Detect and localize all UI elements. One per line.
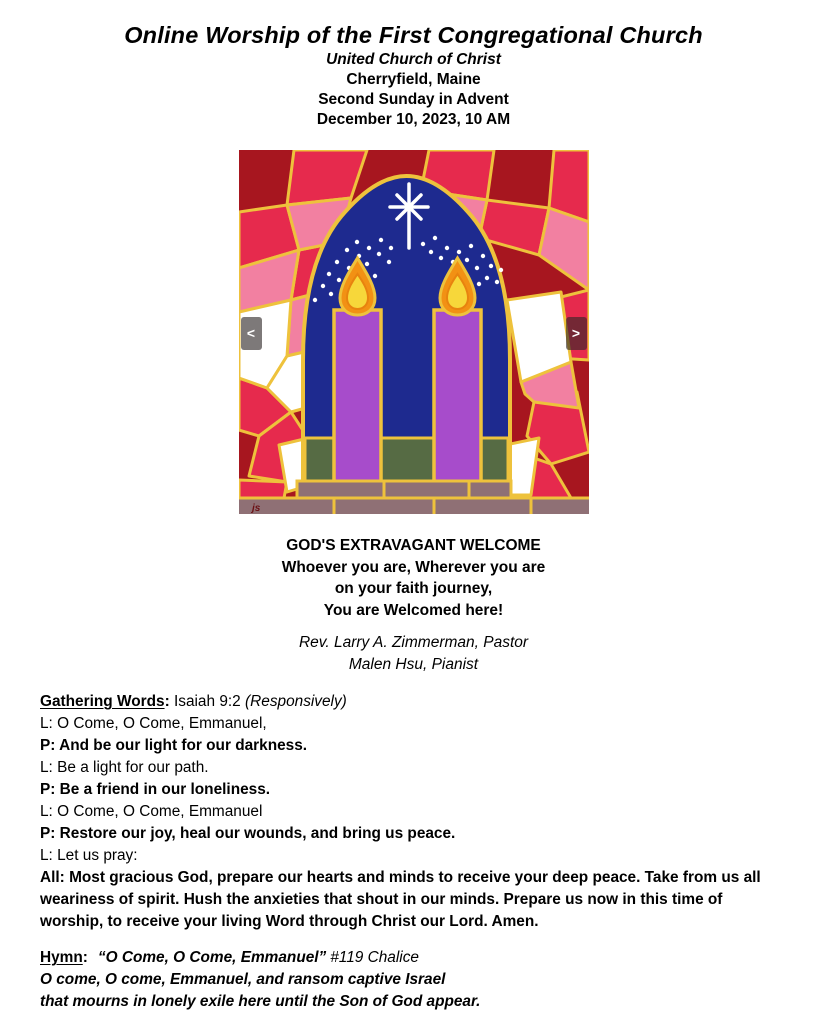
image-carousel bbox=[239, 150, 589, 514]
carousel-prev-button[interactable]: < bbox=[241, 317, 262, 350]
hymn-number: #119 Chalice bbox=[330, 949, 419, 966]
gathering-line-people: P: And be our light for our darkness. bbox=[40, 737, 308, 754]
page-title: Online Worship of the First Congregational Church bbox=[124, 22, 703, 48]
hymn-section bbox=[40, 947, 789, 1013]
subtitle-datetime: December 10, 2023, 10 AM bbox=[316, 111, 511, 128]
gathering-words-section bbox=[40, 691, 789, 933]
section-label-colon: : bbox=[164, 693, 170, 710]
gathering-line-all: All: Most gracious God, prepare our hearts and minds to receive your deep peace. Take from us all weariness of spirit. Hush the anxieties that shout in our minds. Prepare us now in this time of worship, to receive your living Word through Christ our Lord. Amen. bbox=[40, 869, 761, 930]
hymn-verse-line: that mourns in lonely exile here until the Son of God appear. bbox=[40, 993, 481, 1010]
staff-list bbox=[0, 632, 827, 676]
gathering-line-leader: L: Let us pray: bbox=[40, 847, 138, 864]
gathering-words-lead bbox=[40, 691, 789, 713]
responsively-note: (Responsively) bbox=[245, 693, 347, 710]
section-label: Hymn bbox=[40, 949, 83, 966]
welcome-line: You are Welcomed here! bbox=[323, 601, 504, 619]
welcome-heading: GOD'S EXTRAVAGANT WELCOME bbox=[286, 537, 541, 554]
scripture-reference: Isaiah 9:2 bbox=[173, 693, 241, 710]
section-label: Gathering Words bbox=[40, 693, 165, 710]
stained-glass-image bbox=[239, 150, 589, 514]
welcome-line: on your faith journey, bbox=[334, 580, 493, 597]
carousel-next-button[interactable]: > bbox=[566, 317, 587, 350]
gathering-line-leader: L: O Come, O Come, Emmanuel bbox=[40, 803, 263, 820]
hymn-lead bbox=[40, 947, 789, 969]
subtitle-liturgical-day: Second Sunday in Advent bbox=[318, 91, 509, 108]
staff-line-pianist: Malen Hsu, Pianist bbox=[348, 656, 479, 673]
hymn-verse-line: O come, O come, Emmanuel, and ransom captive Israel bbox=[40, 971, 446, 988]
gathering-line-leader: L: Be a light for our path. bbox=[40, 759, 209, 776]
section-label-colon: : bbox=[82, 949, 88, 966]
staff-line-pastor: Rev. Larry A. Zimmerman, Pastor bbox=[298, 634, 529, 651]
welcome-section bbox=[0, 535, 827, 676]
gathering-line-leader: L: O Come, O Come, Emmanuel, bbox=[40, 715, 267, 732]
welcome-line: Whoever you are, Wherever you are bbox=[281, 558, 546, 576]
subtitle-denomination: United Church of Christ bbox=[326, 51, 501, 68]
gathering-line-people: P: Restore our joy, heal our wounds, and bring us peace. bbox=[40, 825, 456, 842]
bulletin-header bbox=[0, 0, 827, 130]
subtitle-location: Cherryfield, Maine bbox=[346, 71, 481, 88]
hymn-title: “O Come, O Come, Emmanuel” bbox=[97, 949, 327, 966]
artist-signature: js bbox=[251, 503, 260, 514]
gathering-line-people: P: Be a friend in our loneliness. bbox=[40, 781, 271, 798]
